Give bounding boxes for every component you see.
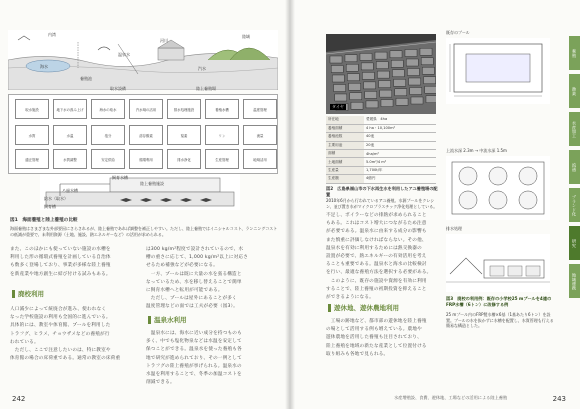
- text-line: なっているため、水を移し替えることで簡単: [146, 279, 242, 285]
- text-line: また、このほかにも使っていない施設の水槽を: [10, 247, 111, 252]
- pond: [395, 89, 407, 96]
- pond: [362, 72, 374, 79]
- pond: [380, 90, 392, 97]
- flow-cell: 生産管理: [205, 149, 239, 169]
- diagram-label-top: 既存のプール: [446, 30, 470, 35]
- table-label-cell: 主要用途: [326, 141, 364, 149]
- pool-plan-diagram: [446, 38, 550, 104]
- table-row: [326, 175, 436, 183]
- right-col1-text2: [326, 318, 440, 359]
- pond: [424, 77, 436, 84]
- photo-tag: タイヤ: [332, 104, 344, 109]
- table-value-cell: 1,700t/年: [364, 166, 436, 174]
- text-line: 具体的には、教室や体育館、プールを利用した: [10, 323, 111, 329]
- pond: [375, 52, 387, 59]
- text-line: も数多く登場しており、事業が多様な陸上養殖: [10, 263, 111, 269]
- left-col2-text: [146, 246, 280, 312]
- pond: [351, 102, 363, 109]
- label-river: 河川: [160, 38, 168, 43]
- table-label-cell: 養殖面積: [326, 124, 364, 132]
- flow-cell: 排水浄化: [167, 149, 201, 169]
- footer-text: 水産増殖設、食費、遊休地、工場などの活用による陸上養殖: [394, 395, 508, 400]
- flow-cell: 水質調整: [53, 149, 87, 169]
- text-line: に飼育水槽へと転用が可能である。: [146, 288, 223, 294]
- left-page-number: 242: [12, 395, 26, 403]
- table-row: [326, 133, 436, 141]
- table-label-cell: 生産量: [326, 166, 364, 174]
- flow-cell: 安定供給: [91, 149, 125, 169]
- flow-cell: リン: [205, 125, 239, 145]
- figure3-caption-title: 図3 廃校の利用例：既存の小学校25 mプールを4連のFRP水槽（6トン）に改修する例: [446, 296, 552, 307]
- label-land: 陸域: [242, 34, 250, 39]
- pond: [377, 71, 389, 78]
- table-value-cell: 愛媛県 4ha: [364, 116, 436, 124]
- right-col1-text: [326, 212, 440, 302]
- table-value-cell: 20池: [364, 141, 436, 149]
- figure2-caption-text: 2010年6月から行われているアユ養殖。水源プールをクレシン、並び置き水がマイクロプラスチック浄化処理としている。: [326, 198, 438, 209]
- side-tab[interactable]: 地域連携: [569, 264, 580, 298]
- pond: [421, 58, 433, 65]
- left-col1-text2: [10, 306, 140, 363]
- table-label-cell: 面積: [326, 150, 364, 158]
- pond: [422, 67, 434, 74]
- text-line: 温度管理などの面では工夫が必要（図3）。: [146, 304, 238, 310]
- pond: [405, 50, 417, 57]
- label-groundwater: 温泉水: [118, 52, 130, 57]
- table-row: [326, 141, 436, 149]
- pond: [331, 66, 343, 73]
- flow-cell: 地域活用: [243, 149, 277, 169]
- heading-onsen: 温泉水利用: [148, 316, 187, 324]
- figure1-caption-text: 海面養殖はさまざまな外部要因にさらされるが、陸上養殖であれば調整を補正しやすい。ただし、陸上養殖ではイニシャルコスト、ランニングコストの低減が重要で、未利用資源（土地、施設、熱エネルギーなど）の活用が求められる。: [10, 226, 278, 237]
- flow-cell: 適正管理: [15, 149, 49, 169]
- text-line: トラフグ、ヒラメ、チョウザメなどの養殖が行: [10, 331, 110, 337]
- flow-cell: 汽水域の活用: [129, 99, 163, 119]
- table-value-cell: 40池: [364, 133, 436, 141]
- pond: [396, 98, 408, 105]
- frp-tank: [459, 191, 477, 209]
- side-tab[interactable]: 漁業: [569, 74, 580, 108]
- diagram-label-bottom: 排水処理: [446, 226, 462, 231]
- pond: [330, 56, 342, 63]
- flow-cell: 地下水の汲み上げ: [53, 99, 87, 119]
- text-line: なった学校施設の利用も全国的に進んでいる。: [10, 315, 111, 321]
- pond: [365, 91, 377, 98]
- text-line: 一方、プールは既に大量の水を張る構造と: [146, 271, 242, 277]
- flow-grid: [8, 94, 278, 174]
- pond: [346, 64, 358, 71]
- frp-tank: [519, 167, 537, 185]
- text-line: することで、陸上養殖の初期投資を抑えること: [326, 286, 427, 292]
- text-line: 削減できる。: [146, 380, 175, 386]
- pond: [347, 74, 359, 81]
- flow-cell: 排水処理施設: [167, 99, 201, 119]
- pond: [381, 100, 393, 107]
- aerial-photo: [326, 34, 436, 114]
- flow-cell: 水質: [15, 125, 49, 145]
- table-row: [326, 116, 436, 124]
- table-row: [326, 124, 436, 132]
- pond: [332, 75, 344, 82]
- text-line: このように、既存の施設や資源を有効に利用: [326, 278, 427, 284]
- text-line: 体育館の場合の床荷重である。通常の教室の床荷重: [10, 356, 121, 362]
- pond: [410, 88, 422, 95]
- text-line: 温泉水を有効に利用するためには熱交換器の: [326, 245, 422, 251]
- aerial-photo-image: [326, 34, 436, 114]
- flow-cell: 海水の取水: [91, 99, 125, 119]
- table-label-cell: 土地面積: [326, 158, 364, 166]
- pond: [376, 62, 388, 69]
- text-line: は300 kg/m²程度で設計されているので、水: [146, 247, 244, 252]
- pond: [334, 85, 346, 92]
- flow-cell: 取水施設: [15, 99, 49, 119]
- text-line: 人口減少によって統廃合が進み、使われなく: [10, 307, 107, 312]
- pond: [390, 51, 402, 58]
- text-line: 不足し、ボイラーなどの排熱が求められること: [326, 213, 427, 218]
- label-intake: 取水設備: [110, 86, 126, 91]
- diagram-label-mid: 上流水深 2.3m → 中流水深 1.5m: [446, 148, 507, 153]
- table-value-cell: 4億円: [364, 175, 436, 183]
- text-line: また慎重に評価しなければならない。その他、: [326, 237, 427, 243]
- text-line: われている。: [10, 339, 39, 345]
- label-culture-tank: 陸上養殖場: [196, 86, 216, 91]
- text-line: ただし、ここで注意したいのは、特に教室や: [10, 348, 111, 354]
- label-pool: 飼育槽: [44, 204, 56, 209]
- table-row: [326, 166, 436, 174]
- text-line: もある。これはコスト増大につながるため注意: [326, 221, 427, 227]
- flow-cell: 養殖水槽: [205, 99, 239, 119]
- text-line: せるため補強などが必要になる。: [146, 263, 218, 269]
- frp-tank: [489, 167, 507, 185]
- flow-cell: 温度管理: [243, 99, 277, 119]
- text-line: が必要である。温泉水に由来する成分の影響も: [326, 229, 427, 235]
- flow-cell: 溶存酸素: [129, 125, 163, 145]
- text-line: ることも重要である。温泉水と海水の比較検討: [326, 262, 427, 268]
- table-value-cell: 4 ha・10,100m²: [364, 124, 436, 132]
- text-line: 取り組みも各地で見られる。: [326, 351, 389, 357]
- table-row: [326, 150, 436, 158]
- figure2-caption-title: 図2 広島県福山市の下水再生水を利用したアユ養殖場の配置: [326, 186, 438, 197]
- frp-tank: [519, 191, 537, 209]
- text-line: 工場の跡地など、都市部の遊休地を陸上養殖: [326, 319, 427, 324]
- text-line: ただし、プールは屋外にあることが多く: [146, 296, 237, 302]
- tank-layout-diagram: [446, 156, 550, 220]
- figure1-landscape-diagram: [8, 30, 278, 90]
- left-col2-text2: [146, 330, 280, 387]
- pond: [409, 78, 421, 85]
- flow-cell: 水温: [53, 125, 87, 145]
- side-tab[interactable]: 研究: [569, 226, 580, 260]
- heading-pool: 廃校利用: [12, 290, 44, 298]
- frp-tank: [459, 167, 477, 185]
- text-line: 利用した形の循環式養殖を計画している自治体: [10, 255, 111, 261]
- text-line: 保つことができる。温泉水を使った養殖も各: [146, 347, 242, 353]
- pond: [350, 93, 362, 100]
- pond: [345, 55, 357, 62]
- figure1-caption-title: 図1 海面養殖と陸上養殖の比較: [10, 218, 78, 223]
- text-line: 設置が必要で、熱エネルギーの有効活用を考え: [326, 254, 427, 260]
- text-line: を行い、最適な養殖方法を選択する必要がある。: [326, 270, 432, 276]
- pond: [391, 60, 403, 67]
- table-label-cell: 生産額: [326, 175, 364, 183]
- text-line: を新産業や地方創生に結び付ける試みもある。: [10, 271, 111, 277]
- text-line: トラフグの陸上養殖が挙げられる。温泉水の: [146, 363, 242, 369]
- side-tab[interactable]: ブランド化: [569, 188, 580, 222]
- pond: [379, 81, 391, 88]
- pond: [406, 59, 418, 66]
- pond: [425, 86, 436, 93]
- text-line: 水温を利用することで、冬季の加温コストを: [146, 372, 242, 378]
- pond: [420, 48, 432, 55]
- text-line: の場として活用する例も増えている。農地や: [326, 327, 422, 333]
- label-pipe: 給水（取水）: [44, 196, 68, 201]
- text-line: 陸上養殖を地域の新たな産業として位置付ける: [326, 343, 427, 349]
- side-tab[interactable]: 水産加工: [569, 112, 580, 146]
- pond: [360, 53, 372, 60]
- label-sea: 内湾: [48, 32, 56, 37]
- label-mixing: 汽水: [198, 66, 206, 71]
- page-gutter: [285, 0, 295, 409]
- pond: [394, 79, 406, 86]
- table-label-cell: 養殖池数: [326, 133, 364, 141]
- pond: [349, 83, 361, 90]
- pond: [411, 97, 423, 104]
- flow-cell: 流量: [243, 125, 277, 145]
- pond: [361, 63, 373, 70]
- frp-tank: [489, 191, 507, 209]
- right-page-number: 243: [552, 395, 566, 403]
- label-tank-a: 飼育水槽: [112, 175, 128, 180]
- flow-cell: 循環利用: [129, 149, 163, 169]
- facility-table: [326, 116, 436, 184]
- pond: [364, 82, 376, 89]
- side-tab[interactable]: 養殖: [569, 36, 580, 70]
- flow-cell: 窒素: [167, 125, 201, 145]
- label-seawater: 海水: [40, 64, 48, 69]
- table-value-cell: 4ha/m²: [364, 150, 436, 158]
- label-tank-b: ろ過水槽: [62, 188, 78, 193]
- text-line: 多く、中でも塩化物泉などは水温を安定して: [146, 339, 242, 345]
- flow-cell: 塩分: [91, 125, 125, 145]
- figure3-caption-text: 25 mプール内のFRP製水槽×6基（1基あたり6トン）を設置。プールの水を抜かずに水槽を配置し、水質管理も行える簡易な構造とした。: [446, 312, 554, 328]
- table-value-cell: 5.0m²/4 m²: [364, 158, 436, 166]
- text-line: 地で研究が進められており、その一例として: [146, 355, 242, 361]
- pond: [407, 69, 419, 76]
- side-tab[interactable]: 流通: [569, 150, 580, 184]
- right-page: [290, 0, 580, 409]
- text-line: 温泉水には、海水に近い成分を持つものも: [146, 331, 242, 336]
- heading-idle-land: 遊休地、遊休農地利用: [328, 304, 399, 312]
- text-line: 遊休農地を活用した養殖も注目されており、: [326, 335, 422, 341]
- text-line: ができるようになる。: [326, 295, 374, 301]
- pond: [335, 94, 347, 101]
- label-fish-farm: 養殖池: [80, 76, 92, 81]
- pond: [426, 96, 436, 103]
- table-label-cell: 所在地: [326, 116, 364, 124]
- table-row: [326, 158, 436, 166]
- pond: [366, 101, 378, 108]
- text-line: 槽の重さに応じて、1,000 kg/m²以上に対応さ: [146, 255, 249, 261]
- left-col1-text: [10, 246, 140, 279]
- label-building: 陸上養殖施設: [140, 181, 164, 186]
- section-elevation-diagram: [446, 234, 550, 292]
- pond: [392, 70, 404, 77]
